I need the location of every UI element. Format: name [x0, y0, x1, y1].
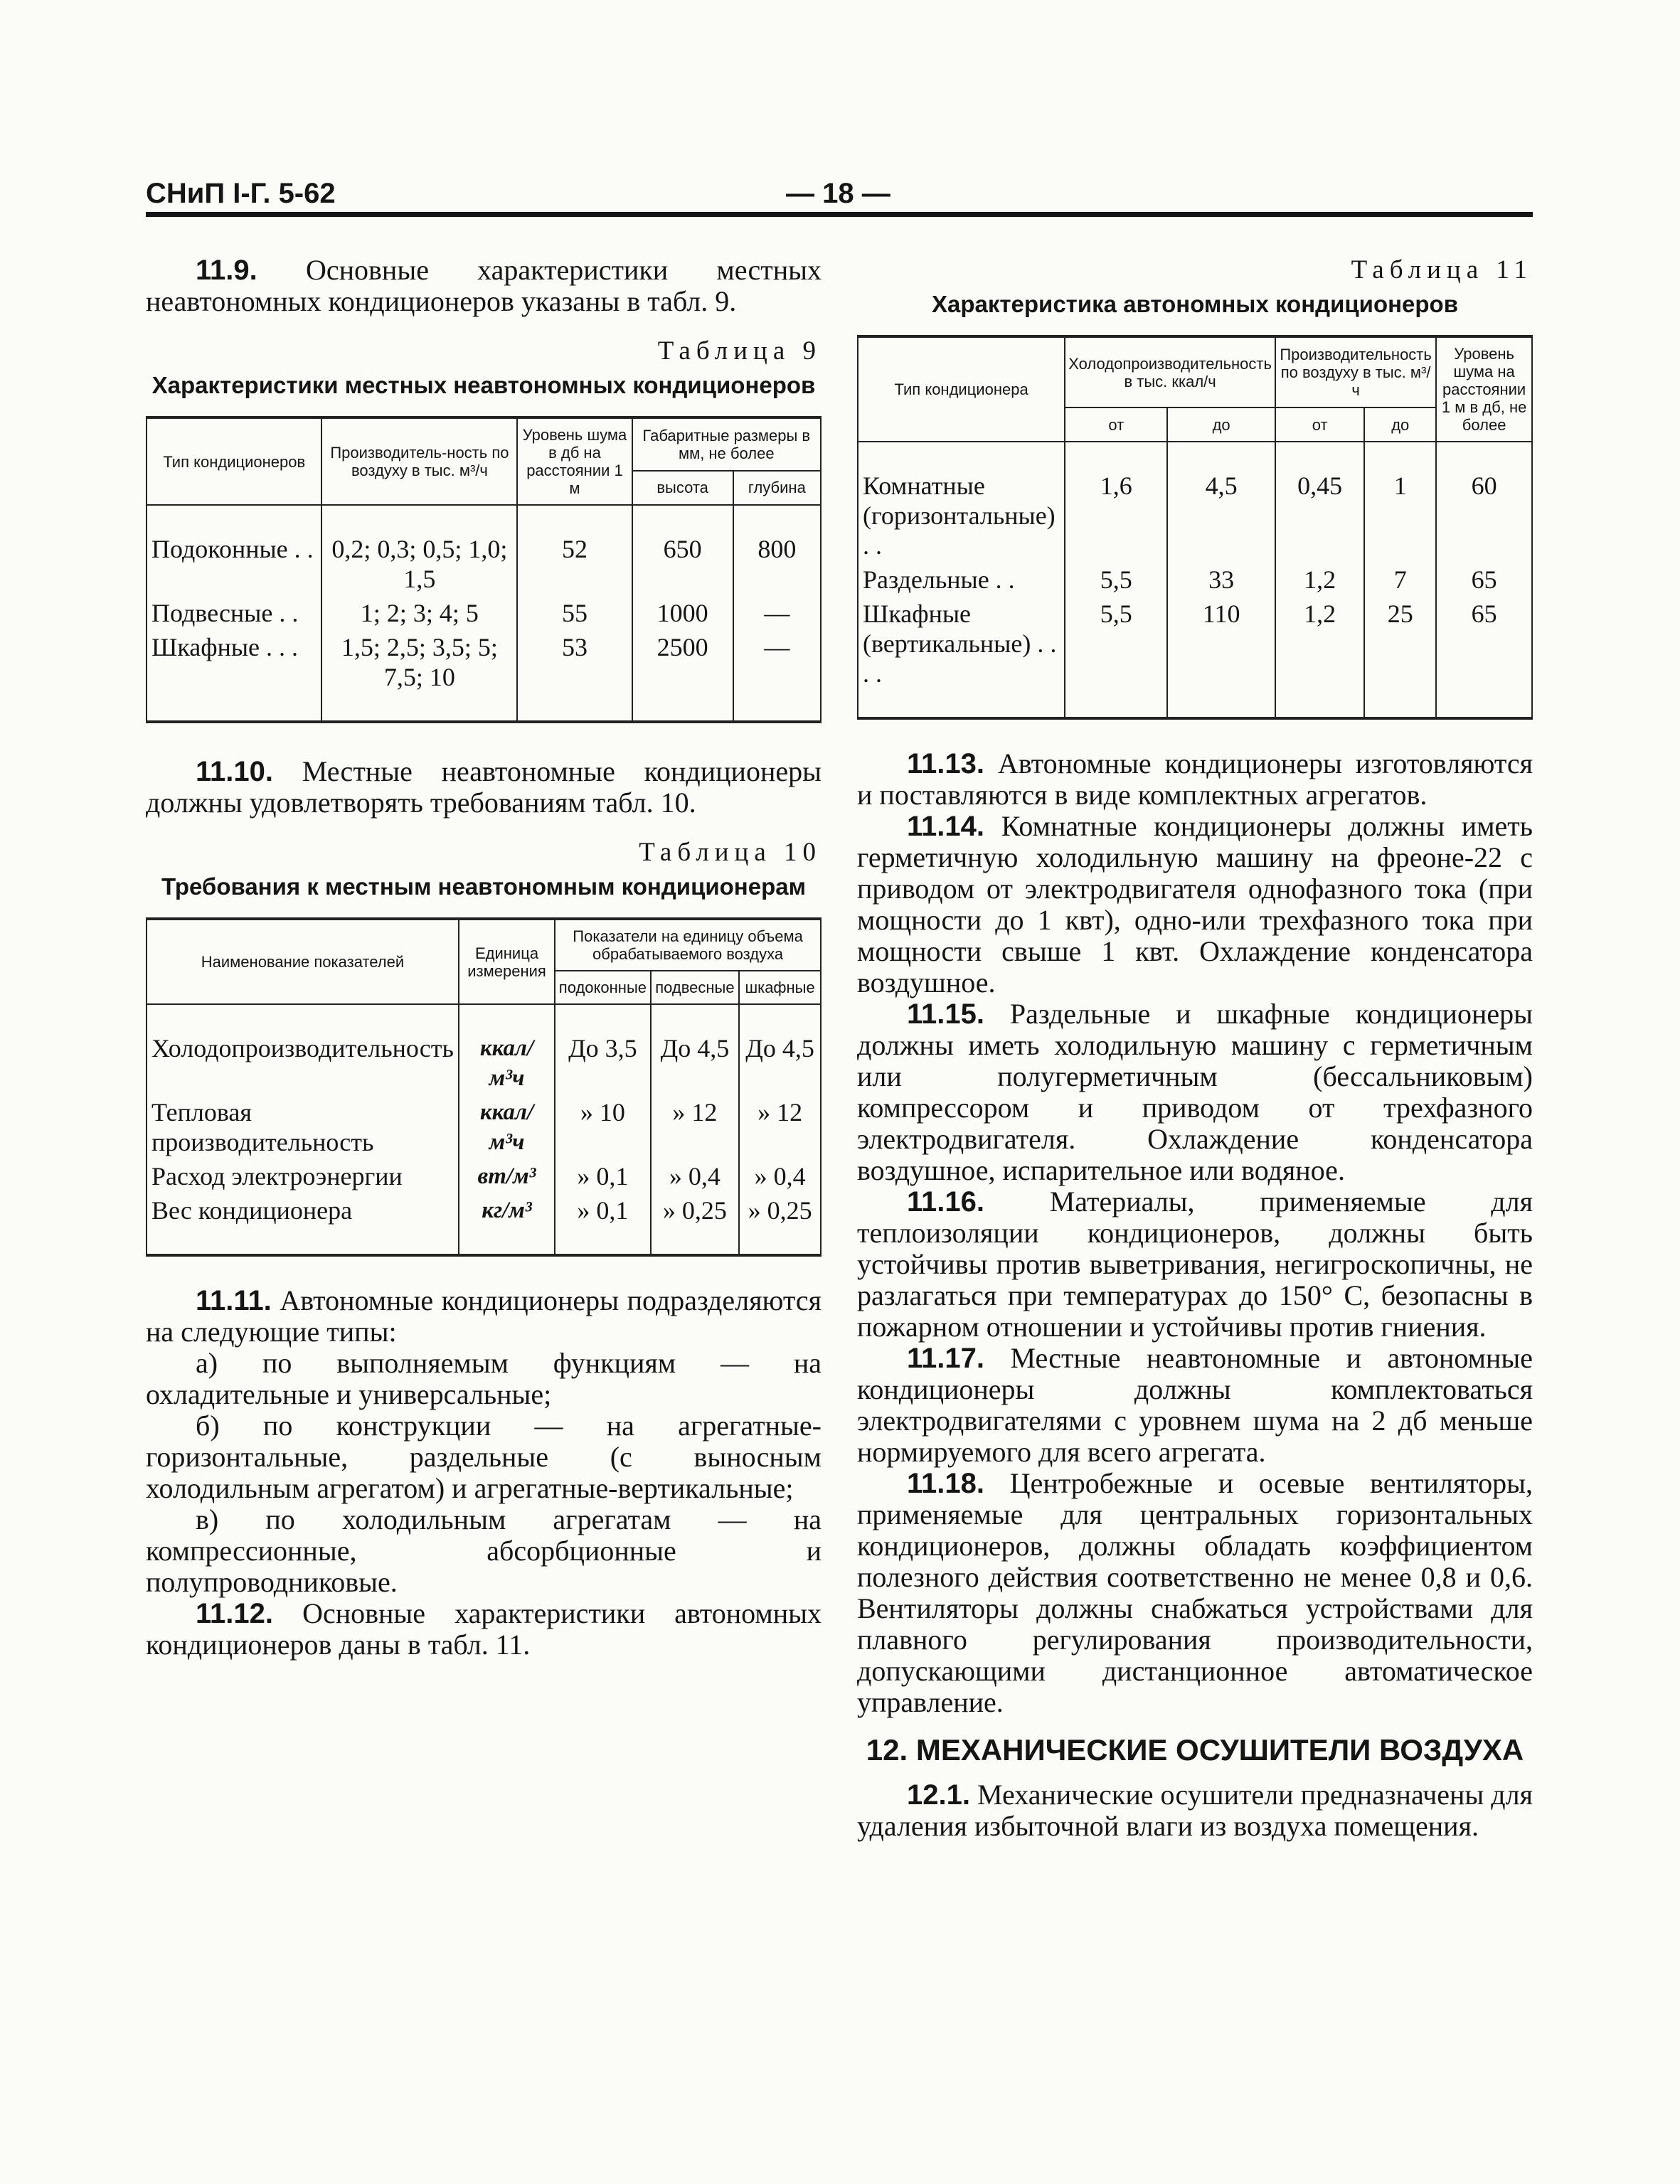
table-cell: Раздельные . .: [858, 563, 1065, 597]
table-11-header-airflow: Производительность по воздуху в тыс. м³/ч: [1275, 336, 1436, 407]
page-number: — 18 —: [786, 178, 890, 209]
table-cell: 1; 2; 3; 4; 5: [321, 596, 517, 630]
clause-text: Автономные кондиционеры подразделяются на следующие типы:: [146, 1284, 822, 1348]
paragraph-11-18: [857, 1468, 1533, 1718]
table-10-label: Таблица 10: [639, 838, 822, 867]
paragraph-11-10: [146, 756, 822, 819]
table-11-header-cooling-from: от: [1065, 407, 1167, 442]
table-cell: » 12: [739, 1095, 821, 1159]
table-cell: 65: [1436, 563, 1532, 597]
table-11-header-airflow-from: от: [1275, 407, 1364, 442]
table-cell: 0,45: [1275, 442, 1364, 563]
clause-number: 11.18.: [907, 1468, 985, 1499]
section-12-title: 12. МЕХАНИЧЕСКИЕ ОСУШИТЕЛИ ВОЗДУХА: [866, 1733, 1524, 1767]
table-cell: 55: [517, 596, 632, 630]
table-cell: —: [733, 596, 821, 630]
table-cell: 7: [1364, 563, 1436, 597]
table-cell: —: [733, 630, 821, 722]
paragraph-11-14: [857, 811, 1533, 998]
table-cell: » 0,1: [555, 1159, 651, 1193]
table-11-header-cooling-to: до: [1167, 407, 1275, 442]
paragraph-11-15: [857, 998, 1533, 1186]
table-row: [147, 630, 821, 722]
clause-number: 11.14.: [907, 811, 985, 842]
clause-text: Основные характеристики местных неавтономных кондиционеров указаны в табл. 9.: [146, 254, 822, 317]
table-cell: 1,2: [1275, 563, 1364, 597]
table-cell: 0,2; 0,3; 0,5; 1,0; 1,5: [321, 505, 517, 596]
table-cell: Вес кондиционера: [147, 1193, 459, 1255]
table-9-label: Таблица 9: [657, 336, 822, 366]
clause-number: 11.9.: [196, 255, 257, 286]
list-item-c: в) по холодильным агрегатам — на компрессионные, абсорбционные и полупроводниковые.: [146, 1503, 822, 1598]
table-10-header-group: Показатели на единицу объема обрабатываемого воздуха: [555, 919, 821, 971]
table-cell: » 0,25: [739, 1193, 821, 1255]
table-9-header-type: Тип кондиционеров: [147, 417, 321, 505]
clause-text: Комнатные кондиционеры должны иметь герметичную холодильную машину на фреоне-22 с приводом от электродвигателя однофазного тока (при мощности до 1 квт), одно-или трехфазного тока при мощности свыше 1 квт. Охлаждение конденсатора воздушное.: [857, 810, 1533, 998]
table-cell: 650: [632, 505, 733, 596]
header-rule: [146, 212, 1533, 217]
clause-number: 11.17.: [907, 1343, 985, 1374]
table-row: [858, 563, 1532, 597]
table-cell: 5,5: [1065, 597, 1167, 718]
clause-text: Материалы, применяемые для теплоизоляции кондиционеров, должны быть устойчивы против выветривания, негигроскопичны, не разлагаться при температурах до 150° С, безопасны в пожарном отношении и устойчивы против гниения.: [857, 1186, 1533, 1343]
table-9-header-noise: Уровень шума в дб на расстоянии 1 м: [517, 417, 632, 505]
clause-number: 11.12.: [196, 1598, 274, 1629]
table-row: [147, 505, 821, 596]
table-cell: Расход электроэнергии: [147, 1159, 459, 1193]
clause-number: 11.11.: [196, 1285, 272, 1316]
table-9-header-capacity: Производитель-ность по воздуху в тыс. м³/ч: [321, 417, 517, 505]
table-row: [147, 1193, 821, 1255]
table-11-header-airflow-to: до: [1364, 407, 1436, 442]
clause-text: Местные неавтономные и автономные кондиционеры должны комплектоваться электродвигателями с уровнем шума на 2 дб меньше нормируемого для всего агрегата.: [857, 1342, 1533, 1468]
table-cell: » 12: [651, 1095, 740, 1159]
table-cell: 1,2: [1275, 597, 1364, 718]
table-cell: 53: [517, 630, 632, 722]
table-cell: 33: [1167, 563, 1275, 597]
paragraph-11-9: [146, 255, 822, 317]
clause-text: Раздельные и шкафные кондиционеры должны иметь холодильную машину с герметичным или полугерметичным (бессальниковым) компрессором и приводом от трехфазного электродвигателя. Охлаждение конденсатора воздушное, испарительное или водяное.: [857, 998, 1533, 1186]
right-column: [857, 255, 1533, 1842]
table-10-header-name: Наименование показателей: [147, 919, 459, 1004]
table-cell: ккал/м³ч: [459, 1004, 555, 1095]
table-cell: » 10: [555, 1095, 651, 1159]
table-cell: Тепловая производительность: [147, 1095, 459, 1159]
table-row: [858, 597, 1532, 718]
table-cell: Подоконные . .: [147, 505, 321, 596]
table-cell: 65: [1436, 597, 1532, 718]
table-10-header-window: подоконные: [555, 971, 651, 1004]
clause-text: Автономные кондиционеры изготовляются и поставляются в виде комплектных агрегатов.: [857, 747, 1533, 811]
table-cell: 110: [1167, 597, 1275, 718]
table-cell: Подвесные . .: [147, 596, 321, 630]
table-cell: 5,5: [1065, 563, 1167, 597]
clause-number: 11.15.: [907, 998, 985, 1030]
clause-number: 11.10.: [196, 756, 274, 787]
table-cell: 60: [1436, 442, 1532, 563]
paragraph-12-1: [857, 1779, 1533, 1842]
table-cell: 4,5: [1167, 442, 1275, 563]
table-10-header-hanging: подвесные: [651, 971, 740, 1004]
table-cell: Комнатные (горизонтальные) . .: [858, 442, 1065, 563]
left-column: [146, 255, 822, 1661]
table-11: [857, 335, 1533, 720]
table-10-header-cabinet: шкафные: [739, 971, 821, 1004]
table-row: [147, 1095, 821, 1159]
table-11-title: Характеристика автономных кондиционеров: [931, 291, 1458, 317]
clause-text: Механические осушители предназначены для удаления избыточной влаги из воздуха помещения.: [857, 1779, 1533, 1842]
paragraph-11-17: [857, 1343, 1533, 1468]
table-9-header-dims: Габаритные размеры в мм, не более: [632, 417, 821, 471]
table-cell: вт/м³: [459, 1159, 555, 1193]
table-9-title: Характеристики местных неавтономных кондиционеров: [151, 372, 816, 398]
table-cell: 25: [1364, 597, 1436, 718]
table-cell: Шкафные . . .: [147, 630, 321, 722]
table-cell: 1,5; 2,5; 3,5; 5; 7,5; 10: [321, 630, 517, 722]
table-cell: 800: [733, 505, 821, 596]
clause-text: Основные характеристики автономных кондиционеров даны в табл. 11.: [146, 1597, 822, 1661]
table-9-header-height: высота: [632, 471, 733, 505]
table-11-header-type: Тип кондиционера: [858, 336, 1065, 442]
table-cell: 1: [1364, 442, 1436, 563]
document-code: СНиП I-Г. 5-62: [146, 178, 336, 209]
paragraph-11-13: [857, 748, 1533, 811]
table-10-title: Требования к местным неавтономным кондиционерам: [161, 873, 807, 900]
table-11-header-cooling: Холодопроизводительность в тыс. ккал/ч: [1065, 336, 1275, 407]
table-cell: ккал/м³ч: [459, 1095, 555, 1159]
table-9-header-depth: глубина: [733, 471, 821, 505]
table-11-label: Таблица 11: [1351, 255, 1533, 284]
table-row: [858, 442, 1532, 563]
clause-number: 12.1.: [907, 1779, 970, 1811]
paragraph-11-16: [857, 1186, 1533, 1343]
paragraph-11-12: [146, 1598, 822, 1661]
table-cell: До 4,5: [739, 1004, 821, 1095]
table-cell: 52: [517, 505, 632, 596]
table-cell: 1,6: [1065, 442, 1167, 563]
paragraph-11-11: [146, 1285, 822, 1348]
table-cell: До 4,5: [651, 1004, 740, 1095]
table-cell: » 0,1: [555, 1193, 651, 1255]
clause-number: 11.16.: [907, 1186, 985, 1218]
table-row: [147, 1159, 821, 1193]
table-cell: » 0,4: [651, 1159, 740, 1193]
clause-text: Местные неавтономные кондиционеры должны удовлетворять требованиям табл. 10.: [146, 755, 822, 819]
table-cell: Холодопроизводительность: [147, 1004, 459, 1095]
table-cell: 2500: [632, 630, 733, 722]
table-11-header-noise: Уровень шума на расстоянии 1 м в дб, не более: [1436, 336, 1532, 442]
table-cell: 1000: [632, 596, 733, 630]
clause-number: 11.13.: [907, 748, 985, 779]
table-10-header-unit: Единица измерения: [459, 919, 555, 1004]
table-cell: До 3,5: [555, 1004, 651, 1095]
list-item-b: б) по конструкции — на агрегатные-горизонтальные, раздельные (с выносным холодильным агрегатом) и агрегатные-вертикальные;: [146, 1410, 822, 1504]
table-row: [147, 1004, 821, 1095]
clause-text: Центробежные и осевые вентиляторы, применяемые для центральных горизонтальных кондиционеров, должны обладать коэффициентом полезного действия соответственно не менее 0,8 и 0,6. Вентиляторы должны снабжаться устройствами для плавного регулирования производительности, допускающими дистанционное автоматическое управление.: [857, 1467, 1533, 1718]
table-cell: Шкафные (вертикальные) . . . .: [858, 597, 1065, 718]
table-9: [146, 416, 822, 723]
table-10: [146, 917, 822, 1257]
table-cell: кг/м³: [459, 1193, 555, 1255]
table-cell: » 0,4: [739, 1159, 821, 1193]
table-cell: » 0,25: [651, 1193, 740, 1255]
table-row: [147, 596, 821, 630]
list-item-a: а) по выполняемым функциям — на охладительные и универсальные;: [146, 1347, 822, 1410]
